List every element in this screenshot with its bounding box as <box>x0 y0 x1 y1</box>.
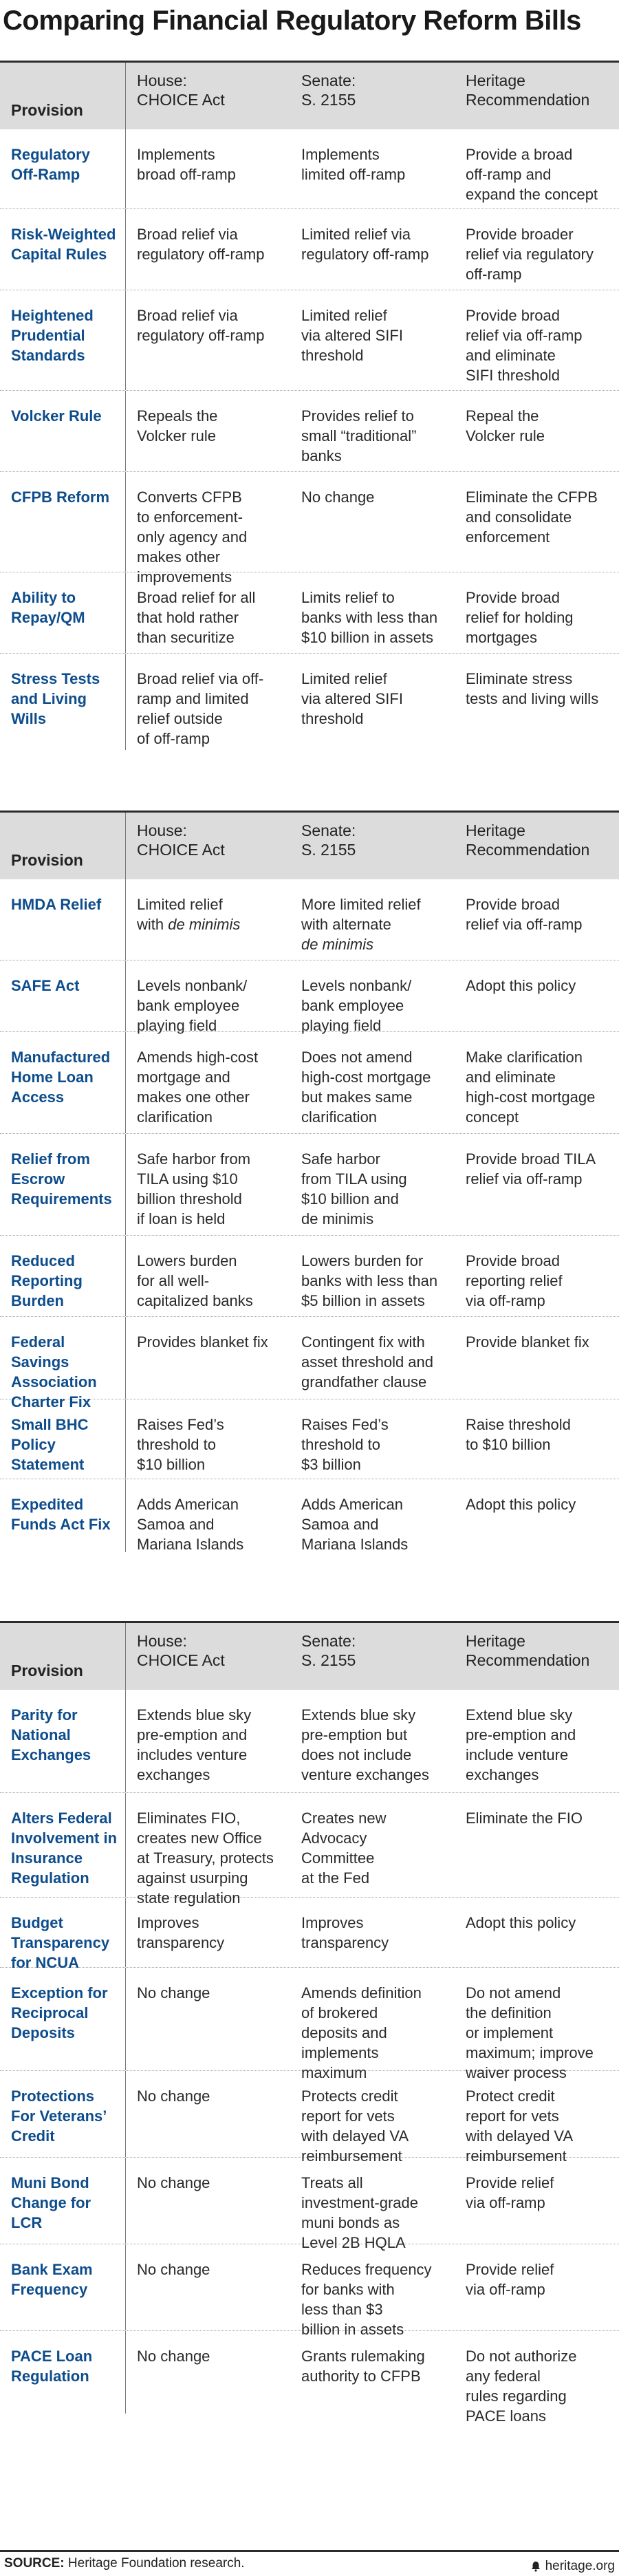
house-cell: Eliminates FIO, creates new Office at Treasury, protects against usurping state regulation <box>137 1810 274 1907</box>
source-note <box>4 2556 245 2576</box>
table-body <box>0 879 619 1552</box>
table-row <box>0 879 619 960</box>
table-row <box>0 2331 619 2425</box>
senate-cell: Does not amend high-cost mortgage but makes same clarification <box>301 1049 431 1126</box>
heritage-cell: Eliminate the CFPB and consolidate enforcement <box>466 489 598 546</box>
heritage-cell: Eliminate the FIO <box>466 1810 583 1827</box>
page-title: Comparing Financial Regulatory Reform Bills <box>3 6 581 36</box>
heritage-cell: Provide broad relief for holding mortgages <box>466 589 574 646</box>
footer <box>0 2550 619 2576</box>
table-row <box>0 1032 619 1134</box>
house-cell: No change <box>137 2174 210 2191</box>
table-row <box>0 1399 619 1479</box>
bell-icon <box>530 2561 541 2572</box>
provision-cell: Expedited Funds Act Fix <box>0 1479 126 1552</box>
house-cell: Adds American Samoa and Mariana Islands <box>137 1496 244 1553</box>
senate-cell: Creates new Advocacy Committee at the Fed <box>301 1810 387 1887</box>
heritage-cell: Adopt this policy <box>466 1496 576 1513</box>
senate-cell: Safe harbor from TILA using $10 billion and de minimis <box>301 1150 407 1227</box>
house-cell: Levels nonbank/ bank employee playing field <box>137 977 248 1034</box>
table-row <box>0 2244 619 2338</box>
header-house: House: CHOICE Act <box>137 1632 225 1669</box>
heritage-cell: Provide relief via off-ramp <box>466 2261 554 2298</box>
table-row <box>0 472 619 586</box>
table-row <box>0 391 619 472</box>
heritage-cell: Provide broader relief via regulatory off-ramp <box>466 226 594 283</box>
senate-cell: Protects credit report for vets with delayed VA reimbursement <box>301 2087 409 2165</box>
heritage-cell: Extend blue sky pre-emption and include venture exchanges <box>466 1706 576 1783</box>
table-row <box>0 2158 619 2251</box>
provision-cell: Stress Tests and Living Wills <box>0 654 126 750</box>
table-row <box>0 1968 619 2081</box>
house-cell: Broad relief for all that hold rather than securitize <box>137 589 256 646</box>
house-cell: Repeals the Volcker rule <box>137 407 218 444</box>
header-heritage: Heritage Recommendation <box>466 1632 590 1669</box>
table-row <box>0 654 619 750</box>
header-provision: Provision <box>0 63 126 129</box>
senate-cell: Contingent fix with asset threshold and grandfather clause <box>301 1333 434 1391</box>
house-cell: Implements broad off-ramp <box>137 146 236 183</box>
provision-cell: SAFE Act <box>0 960 126 1031</box>
org-name: heritage.org <box>545 2558 615 2573</box>
source-label: SOURCE: <box>4 2556 65 2570</box>
table-body <box>0 129 619 750</box>
table-section-1 <box>0 61 619 750</box>
senate-cell: Extends blue sky pre-emption but does not include venture exchanges <box>301 1706 429 1783</box>
provision-cell: Federal Savings Association Charter Fix <box>0 1317 126 1399</box>
house-cell: Broad relief via off- ramp and limited relief outside of off-ramp <box>137 670 264 747</box>
provision-cell: Ability to Repay/QM <box>0 572 126 653</box>
house-cell: Converts CFPB to enforcement- only agency and makes other improvements <box>137 489 248 586</box>
house-cell: No change <box>137 2261 210 2278</box>
table-row <box>0 1898 619 1971</box>
table-row <box>0 1793 619 1907</box>
table-header <box>0 61 619 129</box>
heritage-cell: Provide broad reporting relief via off-ramp <box>466 1252 563 1309</box>
heritage-cell: Provide a broad off-ramp and expand the concept <box>466 146 598 203</box>
senate-cell: Grants rulemaking authority to CFPB <box>301 2348 425 2385</box>
house-cell: Limited relief with de minimis <box>137 896 241 933</box>
table-row <box>0 2071 619 2165</box>
senate-cell: Lowers burden for banks with less than $5 billion in assets <box>301 1252 438 1309</box>
provision-cell: Manufactured Home Loan Access <box>0 1032 126 1133</box>
senate-cell: Limited relief via regulatory off-ramp <box>301 226 429 263</box>
house-cell: Improves transparency <box>137 1914 225 1951</box>
header-house: House: CHOICE Act <box>137 822 225 859</box>
house-cell: No change <box>137 2348 210 2365</box>
header-house: House: CHOICE Act <box>137 72 225 109</box>
table-header <box>0 1621 619 1690</box>
provision-cell: Bank Exam Frequency <box>0 2244 126 2330</box>
house-cell: No change <box>137 2087 210 2105</box>
table-row <box>0 960 619 1032</box>
heritage-cell: Provide broad relief via off-ramp and eliminate SIFI threshold <box>466 307 583 384</box>
heritage-cell: Provide relief via off-ramp <box>466 2174 554 2211</box>
table-section-3 <box>0 1621 619 2425</box>
senate-cell: Reduces frequency for banks with less than $3 billion in assets <box>301 2261 432 2338</box>
provision-cell: PACE Loan Regulation <box>0 2331 126 2414</box>
house-cell: Broad relief via regulatory off-ramp <box>137 307 265 344</box>
header-senate: Senate: S. 2155 <box>301 1632 356 1669</box>
table-header <box>0 811 619 879</box>
senate-cell: Levels nonbank/ bank employee playing field <box>301 977 412 1034</box>
senate-cell: Amends definition of brokered deposits and implements maximum <box>301 1984 422 2081</box>
table-row <box>0 129 619 209</box>
header-heritage: Heritage Recommendation <box>466 822 590 859</box>
provision-cell: Muni Bond Change for LCR <box>0 2158 126 2244</box>
org-credit <box>530 2556 615 2576</box>
provision-cell: Heightened Prudential Standards <box>0 290 126 390</box>
provision-cell: Reduced Reporting Burden <box>0 1236 126 1316</box>
senate-cell: Provides relief to small “traditional” banks <box>301 407 417 464</box>
house-cell: Raises Fed’s threshold to $10 billion <box>137 1416 224 1473</box>
heritage-cell: Do not authorize any federal rules regarding PACE loans <box>466 2348 577 2425</box>
senate-cell: Limits relief to banks with less than $10 billion in assets <box>301 589 438 646</box>
senate-cell: Limited relief via altered SIFI threshold <box>301 307 403 364</box>
heritage-cell: Do not amend the definition or implement maximum; improve waiver process <box>466 1984 594 2081</box>
table-row <box>0 290 619 391</box>
senate-cell: Raises Fed’s threshold to $3 billion <box>301 1416 389 1473</box>
heritage-cell: Adopt this policy <box>466 1914 576 1931</box>
provision-cell: Protections For Veterans’ Credit <box>0 2071 126 2157</box>
house-cell: No change <box>137 1984 210 2001</box>
senate-cell: Adds American Samoa and Mariana Islands <box>301 1496 409 1553</box>
provision-cell: Relief from Escrow Requirements <box>0 1134 126 1235</box>
header-senate: Senate: S. 2155 <box>301 72 356 109</box>
provision-cell: Regulatory Off-Ramp <box>0 129 126 208</box>
heritage-cell: Provide blanket fix <box>466 1333 589 1351</box>
table-row <box>0 1690 619 1793</box>
provision-cell: Volcker Rule <box>0 391 126 471</box>
heritage-cell: Provide broad TILA relief via off-ramp <box>466 1150 596 1188</box>
heritage-cell: Make clarification and eliminate high-cost mortgage concept <box>466 1049 596 1126</box>
senate-cell: Improves transparency <box>301 1914 389 1951</box>
table-row <box>0 1134 619 1236</box>
heritage-cell: Adopt this policy <box>466 977 576 994</box>
house-cell: Safe harbor from TILA using $10 billion threshold if loan is held <box>137 1150 251 1227</box>
source-text: Heritage Foundation research. <box>67 2556 245 2570</box>
header-senate: Senate: S. 2155 <box>301 822 356 859</box>
table-body <box>0 1690 619 2425</box>
senate-cell: More limited relief with alternate de minimis <box>301 896 421 953</box>
house-cell: Provides blanket fix <box>137 1333 268 1351</box>
table-section-2 <box>0 811 619 1552</box>
provision-cell: Small BHC Policy Statement <box>0 1399 126 1479</box>
table-row <box>0 209 619 290</box>
heritage-cell: Eliminate stress tests and living wills <box>466 670 599 707</box>
header-provision: Provision <box>0 813 126 879</box>
heritage-cell: Protect credit report for vets with delayed VA reimbursement <box>466 2087 574 2165</box>
table-row <box>0 1317 619 1410</box>
provision-cell: CFPB Reform <box>0 472 126 572</box>
heritage-cell: Raise threshold to $10 billion <box>466 1416 571 1453</box>
senate-cell: Limited relief via altered SIFI threshold <box>301 670 403 727</box>
header-heritage: Heritage Recommendation <box>466 72 590 109</box>
provision-cell: Exception for Reciprocal Deposits <box>0 1968 126 2070</box>
heritage-cell: Repeal the Volcker rule <box>466 407 545 444</box>
provision-cell: Risk-Weighted Capital Rules <box>0 209 126 290</box>
senate-cell: Treats all investment-grade muni bonds as Level 2B HQLA <box>301 2174 418 2251</box>
house-cell: Amends high-cost mortgage and makes one other clarification <box>137 1049 259 1126</box>
table-row <box>0 1236 619 1317</box>
house-cell: Extends blue sky pre-emption and includes venture exchanges <box>137 1706 252 1783</box>
provision-cell: Parity for National Exchanges <box>0 1690 126 1792</box>
provision-cell: Alters Federal Involvement in Insurance Regulation <box>0 1793 126 1897</box>
senate-cell: Implements limited off-ramp <box>301 146 406 183</box>
provision-cell: HMDA Relief <box>0 879 126 960</box>
header-provision: Provision <box>0 1623 126 1690</box>
table-row <box>0 1479 619 1552</box>
heritage-cell: Provide broad relief via off-ramp <box>466 896 583 933</box>
provision-cell: Budget Transparency for NCUA <box>0 1898 126 1967</box>
senate-cell: No change <box>301 489 375 506</box>
table-row <box>0 572 619 654</box>
house-cell: Broad relief via regulatory off-ramp <box>137 226 265 263</box>
house-cell: Lowers burden for all well- capitalized banks <box>137 1252 253 1309</box>
